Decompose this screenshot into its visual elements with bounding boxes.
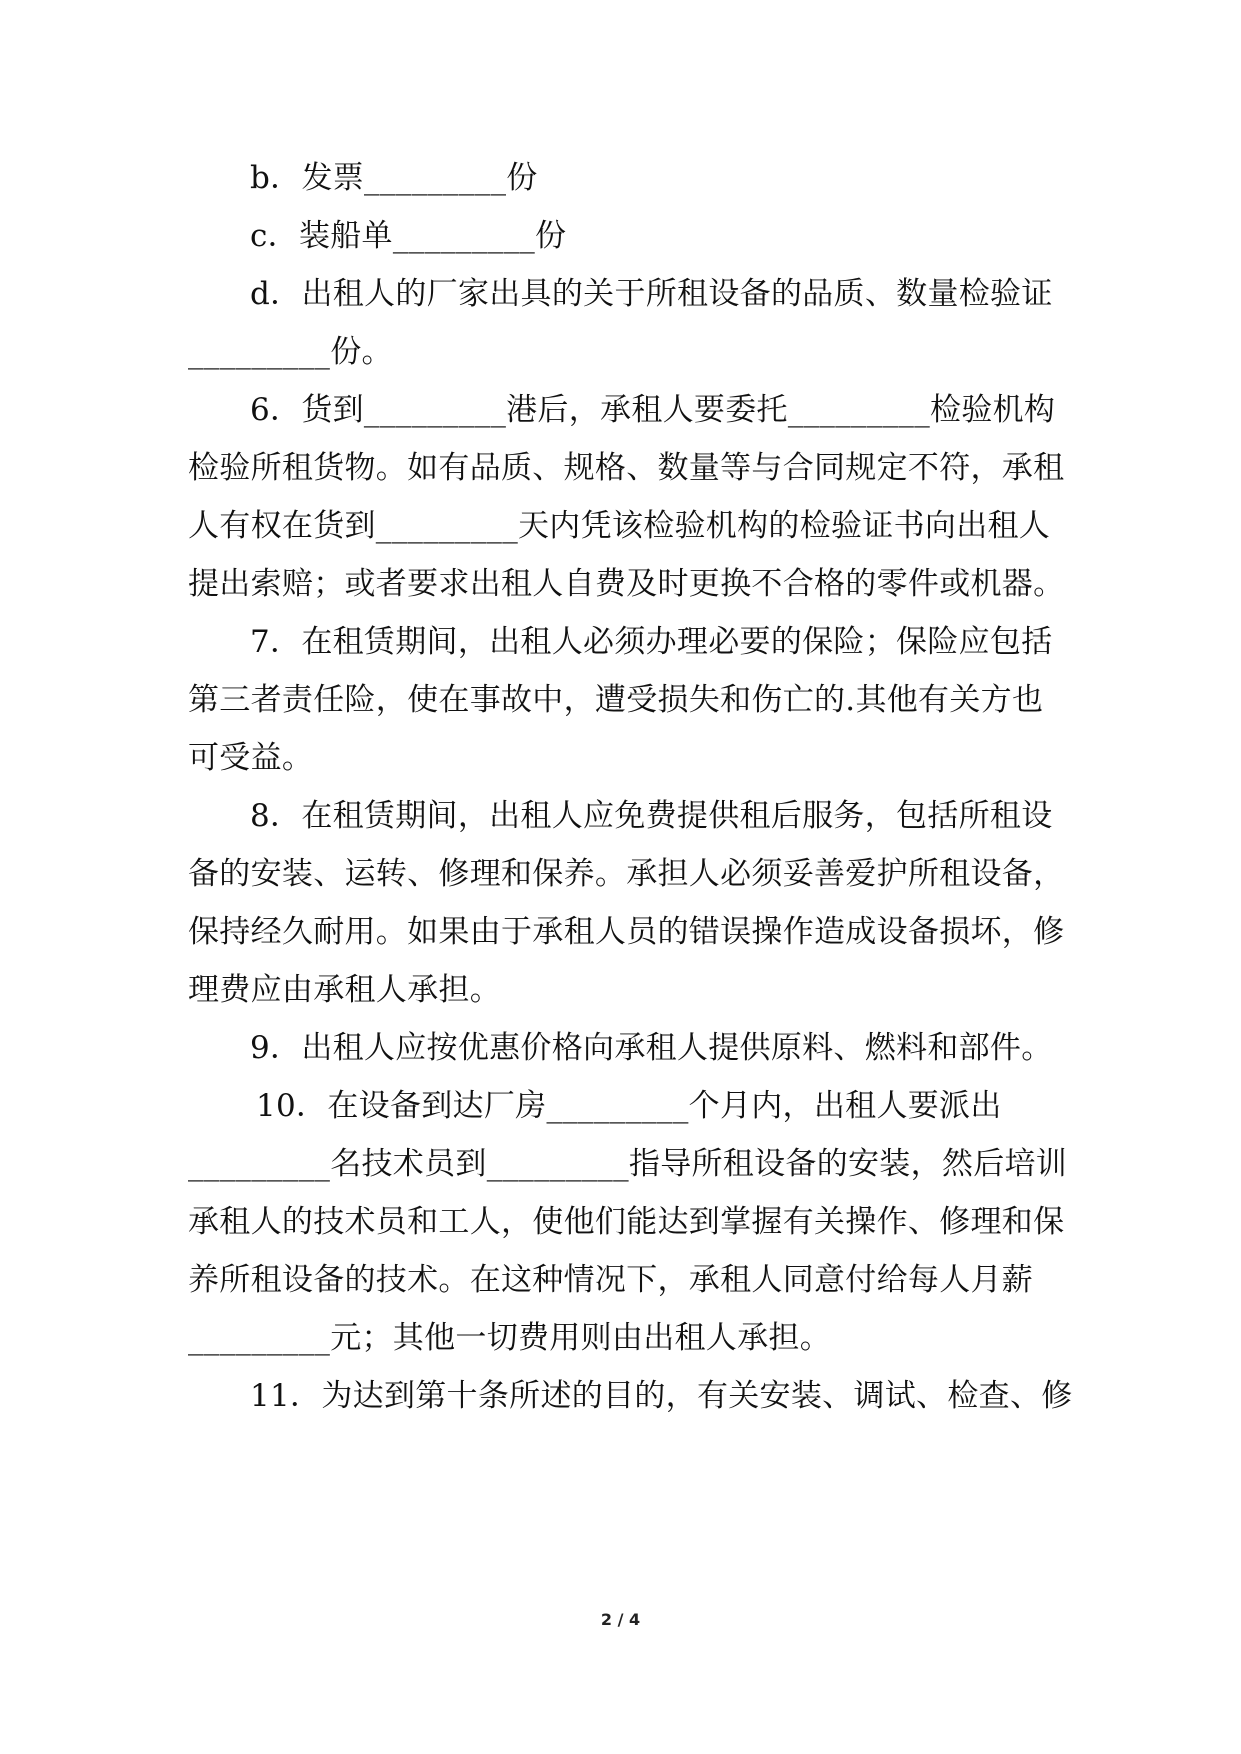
paragraph-line: 第三者责任险，使在事故中，遭受损失和伤亡的.其他有关方也: [188, 682, 1044, 718]
paragraph-line: 11．为达到第十条所述的目的，有关安装、调试、检查、修: [250, 1378, 1073, 1414]
paragraph-line: 8．在租赁期间，出租人应免费提供租后服务，包括所租设: [250, 798, 1053, 834]
paragraph-line: _________元；其他一切费用则由出租人承担。: [188, 1320, 831, 1356]
paragraph-line: 备的安装、运转、修理和保养。承担人必须妥善爱护所租设备，: [188, 856, 1065, 892]
paragraph-line: 检验所租货物。如有品质、规格、数量等与合同规定不符，承租: [188, 450, 1065, 486]
paragraph-line: 7．在租赁期间，出租人必须办理必要的保险；保险应包括: [250, 624, 1053, 660]
paragraph-line: 可受益。: [188, 740, 314, 776]
paragraph-line: 人有权在货到_________天内凭该检验机构的检验证书向出租人: [188, 508, 1051, 544]
paragraph-line: 提出索赔；或者要求出租人自费及时更换不合格的零件或机器。: [188, 566, 1065, 602]
paragraph-line: c．装船单_________份: [250, 218, 567, 254]
page-number: 2 / 4: [600, 1610, 641, 1629]
paragraph-line: 10．在设备到达厂房_________个月内，出租人要派出: [256, 1088, 1002, 1124]
paragraph-line: 9．出租人应按优惠价格向承租人提供原料、燃料和部件。: [250, 1030, 1053, 1066]
paragraph-line: d．出租人的厂家出具的关于所租设备的品质、数量检验证: [250, 276, 1053, 312]
paragraph-line: 养所租设备的技术。在这种情况下，承租人同意付给每人月薪: [188, 1262, 1034, 1298]
paragraph-line: 6．货到_________港后，承租人要委托_________检验机构: [250, 392, 1056, 428]
paragraph-line: 承租人的技术员和工人，使他们能达到掌握有关操作、修理和保: [188, 1204, 1065, 1240]
paragraph-line: _________名技术员到_________指导所租设备的安装，然后培训: [188, 1146, 1068, 1182]
paragraph-line: 理费应由承租人承担。: [188, 972, 501, 1008]
paragraph-line: b．发票_________份: [250, 160, 538, 196]
paragraph-line: 保持经久耐用。如果由于承租人员的错误操作造成设备损坏，修: [188, 914, 1065, 950]
paragraph-line: _________份。: [188, 334, 393, 370]
